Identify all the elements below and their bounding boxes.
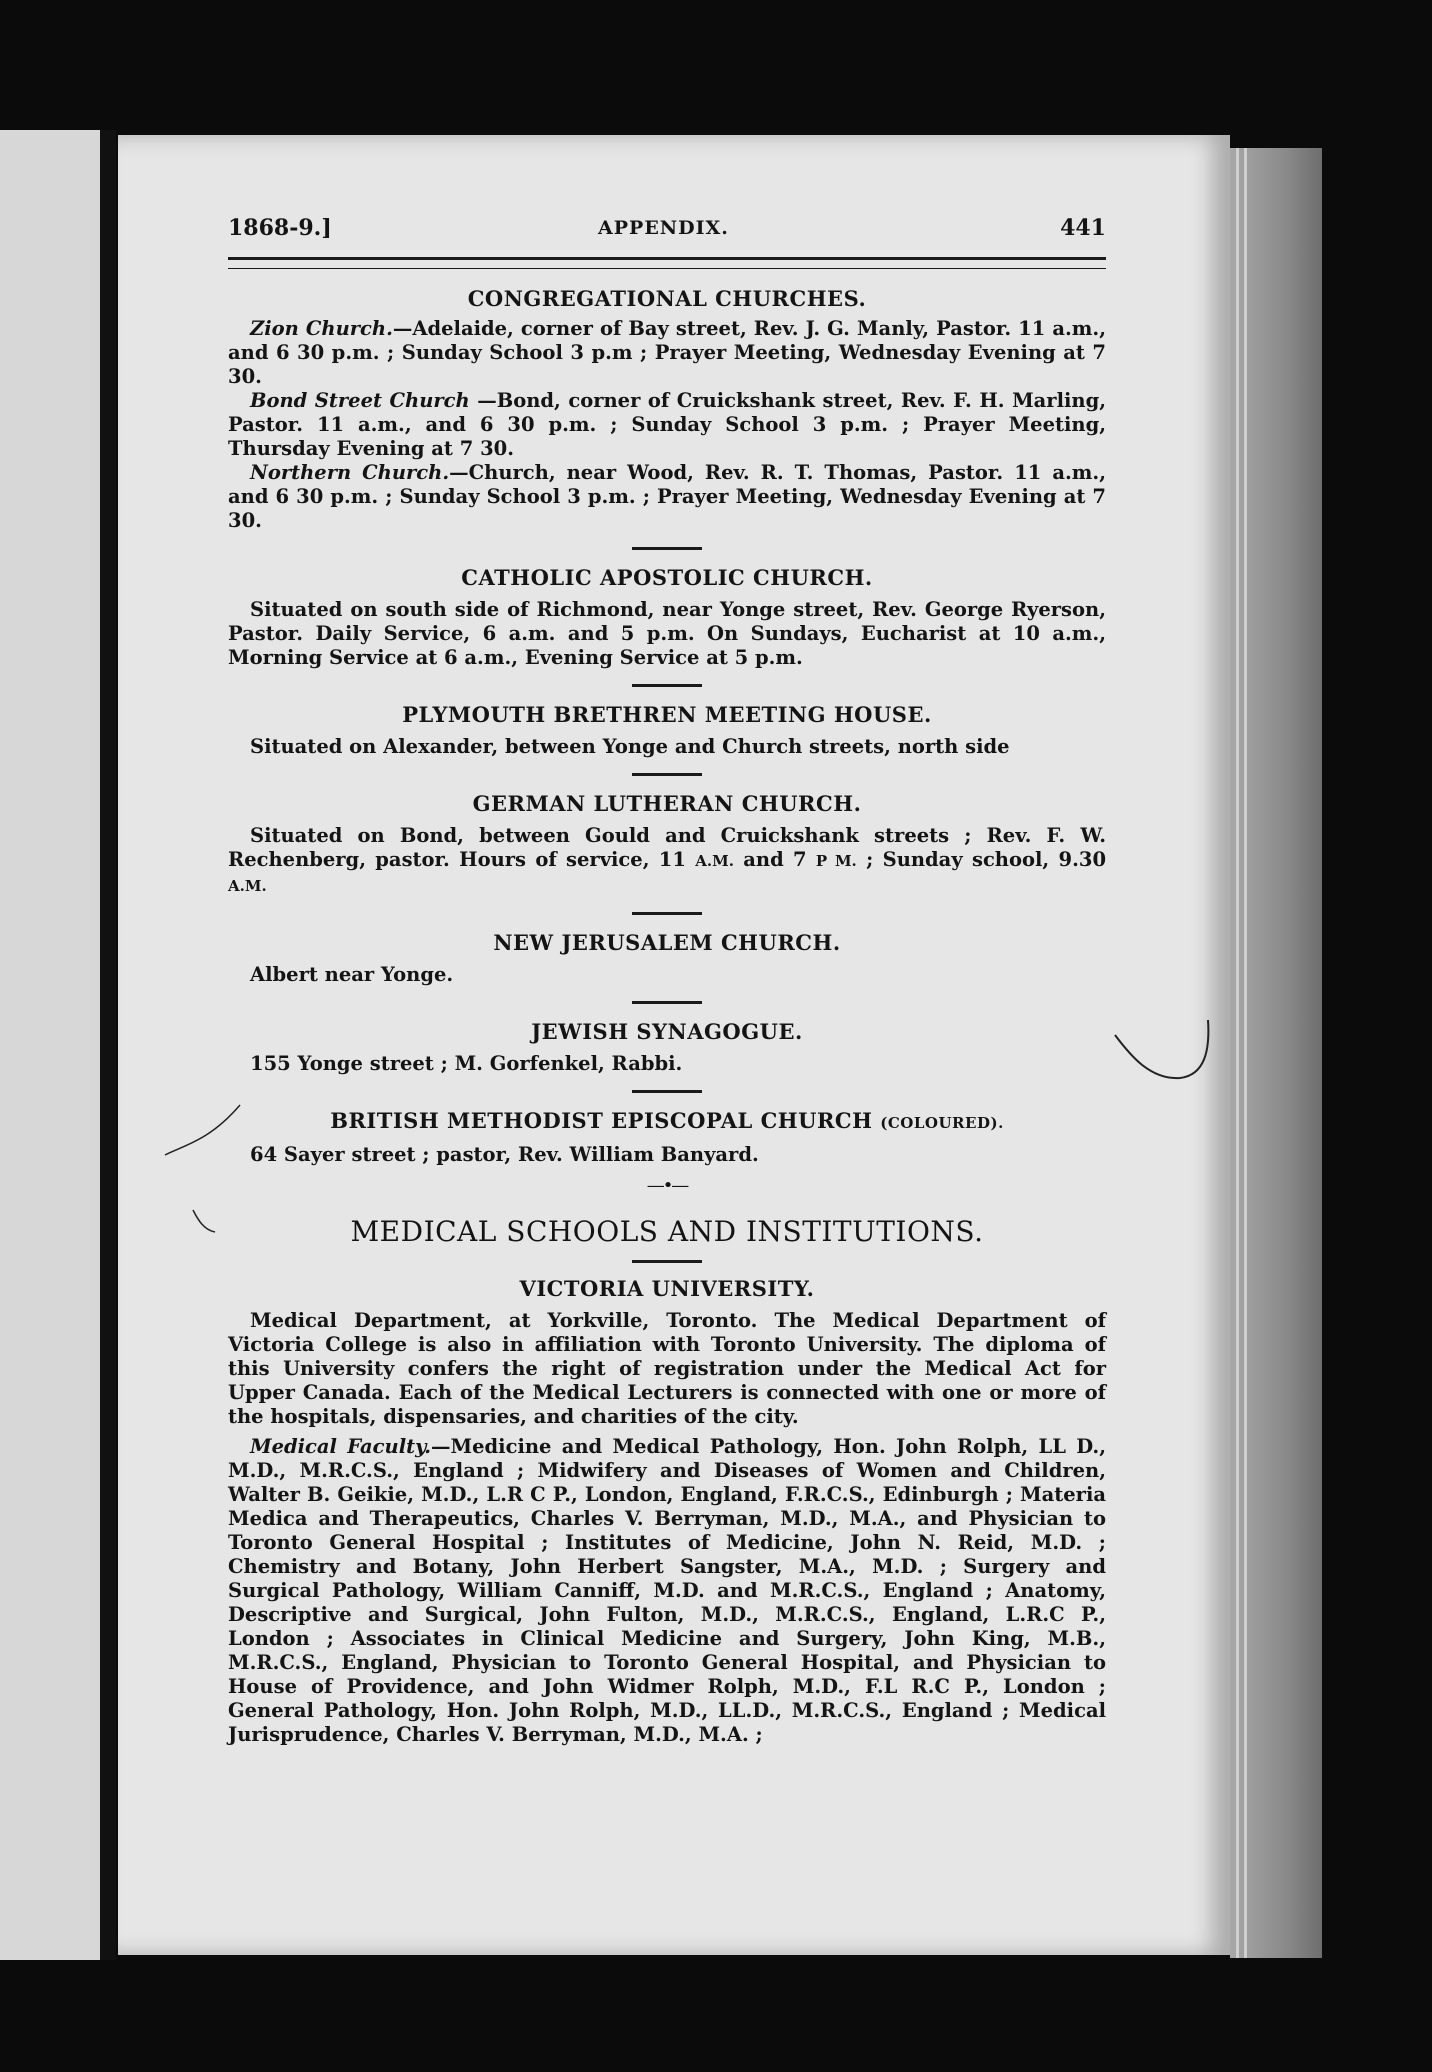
paragraph: Medical Department, at Yorkville, Toronto. The Medical Department of Victoria College is also in affiliation with Toronto University. The diploma of this University confers the right of registration under the Medical Act for Upper Canada. Each of the Medical Lecturers is connected with one or more of the hospitals, dispensaries, and charities of the city. — [228, 1309, 1106, 1428]
paragraph: Bond Street Church —Bond, corner of Cruickshank street, Rev. F. H. Marling, Pastor. 11 a.m., and 6 30 p.m. ; Sunday School 3 p.m. ; Prayer Meeting, Thursday Evening at 7 30. — [228, 389, 1106, 460]
church-name: Northern Church. — [250, 461, 450, 484]
section-title: NEW JERUSALEM CHURCH. — [493, 930, 841, 955]
pen-mark — [1110, 1010, 1220, 1090]
pen-mark — [160, 1100, 250, 1160]
section-divider — [632, 547, 702, 550]
section-divider — [632, 1090, 702, 1093]
major-heading: MEDICAL SCHOOLS AND INSTITUTIONS. — [350, 1215, 984, 1248]
section-title: CATHOLIC APOSTOLIC CHURCH. — [461, 565, 873, 590]
section-divider — [632, 912, 702, 915]
paragraph: Northern Church.—Church, near Wood, Rev. R. T. Thomas, Pastor. 11 a.m., and 6 30 p.m. ; Sunday School 3 p.m. ; Prayer Meeting, Wednesday Evening at 7 30. — [228, 461, 1106, 532]
section-title: GERMAN LUTHERAN CHURCH. — [472, 791, 862, 816]
section-title: VICTORIA UNIVERSITY. — [519, 1276, 815, 1301]
paragraph: Zion Church.—Adelaide, corner of Bay street, Rev. J. G. Manly, Pastor. 11 a.m., and 6 30 p.m. ; Sunday School 3 p.m ; Prayer Meeting, Wednesday Evening at 7 30. — [228, 317, 1106, 388]
page-edge-line — [1236, 148, 1239, 1958]
section-divider — [632, 1260, 702, 1263]
paragraph: Situated on Alexander, between Yonge and Church streets, north side — [250, 735, 1010, 758]
page-edge-line — [1244, 148, 1247, 1958]
page-content — [228, 273, 1106, 1747]
book-page — [118, 135, 1230, 1955]
section-title: CONGREGATIONAL CHURCHES. — [467, 286, 867, 311]
faculty-label: Medical Faculty. — [250, 1435, 432, 1458]
header-title: APPENDIX. — [598, 217, 729, 239]
section-title: BRITISH METHODIST EPISCOPAL CHURCH (COLOURED). — [330, 1108, 1004, 1133]
section-title: JEWISH SYNAGOGUE. — [531, 1019, 803, 1044]
paragraph: 64 Sayer street ; pastor, Rev. William Banyard. — [250, 1143, 759, 1166]
section-divider — [632, 773, 702, 776]
page-number: 441 — [1060, 215, 1106, 241]
section-divider — [632, 684, 702, 687]
book-gutter — [100, 130, 116, 1960]
paragraph: Situated on south side of Richmond, near Yonge street, Rev. George Ryerson, Pastor. Daily Service, 6 a.m. and 5 p.m. On Sundays, Eucharist at 10 a.m., Morning Service at 6 a.m., Evening Service at 5 p.m. — [228, 598, 1106, 669]
paragraph: Albert near Yonge. — [250, 963, 454, 986]
section-divider — [632, 1001, 702, 1004]
section-title: PLYMOUTH BRETHREN MEETING HOUSE. — [402, 702, 932, 727]
facing-page — [0, 130, 108, 1960]
ornament-divider: —•— — [646, 1175, 688, 1196]
church-name: Zion Church. — [250, 317, 393, 340]
paragraph: Situated on Bond, between Gould and Cruickshank streets ; Rev. F. W. Rechenberg, pastor. Hours of service, 11 A.M. and 7 P M. ; Sunday school, 9.30 A.M. — [228, 824, 1107, 895]
paragraph: Medical Faculty.—Medicine and Medical Pathology, Hon. John Rolph, LL D., M.D., M.R.C.S., England ; Midwifery and Diseases of Women and Children, Walter B. Geikie, M.D., L.R C P., London, England, F.R.C.S., Edinburgh ; Materia Medica and Therapeutics, Charles V. Berryman, M.D., M.A., and Physician to Toronto General Hospital ; Institutes of Medicine, John N. Reid, M.D. ; Chemistry and Botany, John Herbert Sangster, M.A., M.D. ; Surgery and Surgical Pathology, William Canniff, M.D. and M.R.C.S., England ; Anatomy, Descriptive and Surgical, John Fulton, M.D., M.R.C.S., England, L.R.C P., London ; Associates in Clinical Medicine and Surgery, John King, M.B., M.R.C.S., England, Physician to Toronto General Hospital, and Physician to House of Providence, and John Widmer Rolph, M.D., F.L R.C P., London ; General Pathology, Hon. John Rolph, M.D., LL.D., M.R.C.S., England ; Medical Jurisprudence, Charles V. Berryman, M.D., M.A. ; — [228, 1435, 1107, 1746]
header-rule — [228, 257, 1106, 269]
header-years: 1868-9.] — [228, 215, 332, 241]
paragraph: 155 Yonge street ; M. Gorfenkel, Rabbi. — [250, 1052, 683, 1075]
pen-mark — [190, 1200, 230, 1240]
church-name: Bond Street Church — [250, 389, 470, 412]
running-header — [228, 215, 1106, 245]
